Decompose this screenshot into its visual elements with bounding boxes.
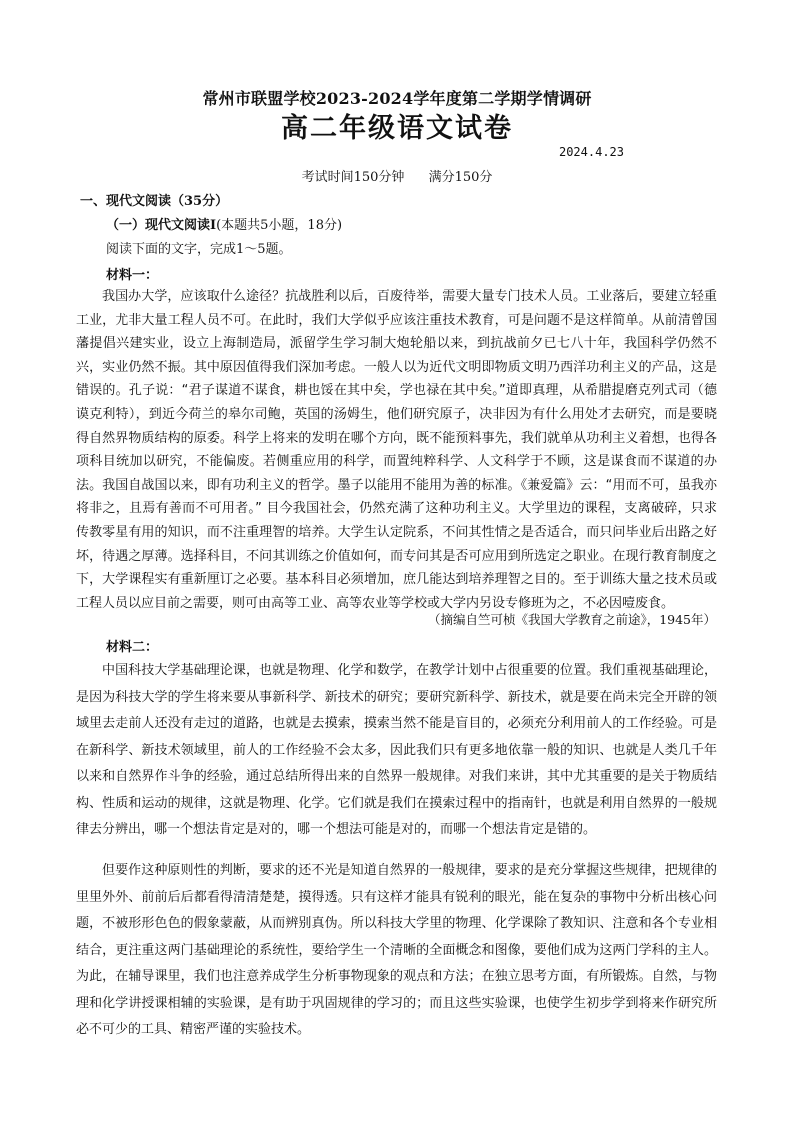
material2-paragraph-2: 但要作这种原则性的判断，要求的还不光是知道自然界的一般规律，要求的是充分掌握这些规律，把规律的里里外外、前前后后都看得清清楚楚，摸得透。只有这样才能具有锐利的眼光，能在复杂的事物中分析出核心问题，不被形形色色的假象蒙蔽，从而辨别真伪。所以科技大学里的物理、化学课除了教知识、注意和各个专业相结合，更注重这两门基础理论的系统性，要给学生一个清晰的全面概念和图像，要他们成为这两门学科的主人。为此，在辅导课里，我们也注意养成学生分析事物现象的观点和方法；在独立思考方面，有所锻炼。自然，与物理和化学讲授课相辅的实验课，是有助于巩固规律的学习的；而且这些实验课，也使学生初步学到将来作研究所必不可少的工具、精密严谨的实验技术。	[76, 863, 717, 1037]
material2-paragraph-1: 中国科技大学基础理论课，也就是物理、化学和数学，在教学计划中占很重要的位置。我们重视基础理论，是因为科技大学的学生将来要从事新科学、新技术的研究；要研究新科学、新技术，就是要在尚未完全开辟的领域里去走前人还没有走过的道路，也就是去摸索，摸索当然不能是盲目的，必须充分利用前人的工作经验。可是在新科学、新技术领域里，前人的工作经验不会太多，因此我们只有更多地依靠一般的知识、也就是人类几千年以来和自然界作斗争的经验，通过总结所得出来的自然界一般规律。对我们来讲，其中尤其重要的是关于物质结构、性质和运动的规律，这就是物理、化学。它们就是我们在摸索过程中的指南针，也就是利用自然界的一般规律去分辨出，哪一个想法肯定是对的，哪一个想法可能是对的，而哪一个想法肯定是错的。	[76, 663, 717, 837]
page-title: 高二年级语文试卷	[281, 113, 513, 144]
subsection-label: （一）现代文阅读Ⅰ	[106, 218, 217, 233]
exam-info	[0, 166, 794, 185]
material1-source: （摘编自竺可桢《我国大学教育之前途》，1945年）	[427, 612, 716, 627]
material1-label: 材料一：	[106, 268, 159, 283]
subsection-note: (本题共5小题，18分)	[216, 218, 343, 233]
section-heading: 一、现代文阅读（35分）	[80, 194, 229, 209]
school-line: 常州市联盟学校2023-2024学年度第二学期学情调研	[202, 89, 592, 108]
instruction: 阅读下面的文字，完成1～5题。	[106, 242, 292, 257]
full-score: 满分150分	[428, 170, 493, 185]
exam-date: 2024.4.23	[558, 145, 624, 159]
material1-paragraph: 我国办大学，应该取什么途径？抗战胜利以后，百废待举，需要大量专门技术人员。工业落后，要建立轻重工业，尤非大量工程人员不可。在此时，我们大学似乎应该注重技术教育，可是问题不是这样简单。从前清曾国藩提倡兴建实业，设立上海制造局，派留学生学习制大炮轮船以来，到抗战前夕已七八十年，我国科学仍然不兴，实业仍然不振。其中原因值得我们深加考虑。一般人以为近代文明即物质文明乃西洋功利主义的产品，这是错误的。孔子说：“君子谋道不谋食，耕也馁在其中矣，学也禄在其中矣。”道即真理，从希腊提磨克列式司（德谟克利特），到近今荷兰的皋尔司鲍，英国的汤姆生，他们研究原子，决非因为有什么用处才去研究，而是要晓得自然界物质结构的原委。科学上将来的发明在哪个方向，既不能预料事先，我们就单从功利主义着想，也得各项科目统加以研究，不能偏废。若侧重应用的科学，而置纯粹科学、人文科学于不顾，这是谋食而不谋道的办法。我国自战国以来，即有功利主义的哲学。墨子以能用不能用为善的标准。《兼爱篇》云：“用而不可，虽我亦将非之，且焉有善而不可用者。” 目今我国社会，仍然充满了这种功利主义。大学里边的课程，支离破碎，只求传教零星有用的知识，而不注重理智的培养。大学生认定院系，不问其性情之是否适合，而只问毕业后出路之好坏，待遇之厚薄。选择科目，不问其训练之价值如何，而专问其是否可应用到所选定之职业。在现行教育制度之下，大学课程实有重新厘订之必要。基本科目必须增加，庶几能达到培养理智之目的。至于训练大量之技术员或工程人员以应目前之需要，则可由高等工业、高等农业等学校或大学内另设专修班为之，不必因噎废食。	[76, 289, 717, 611]
material2-label: 材料二：	[106, 640, 159, 655]
subsection-heading	[106, 214, 342, 233]
exam-time: 考试时间150分钟	[301, 170, 405, 185]
